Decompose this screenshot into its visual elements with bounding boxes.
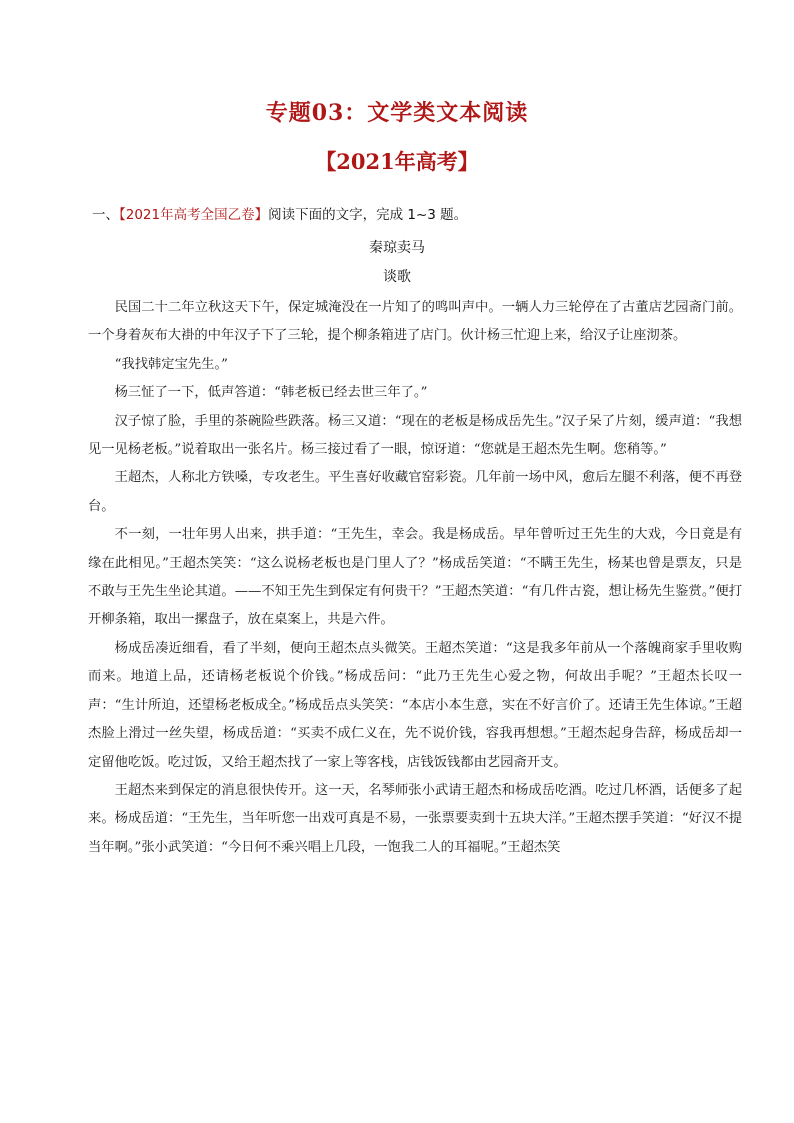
paragraph: 不一刻，一壮年男人出来，拱手道：“王先生，幸会。我是杨成岳。早年曾听过王先生的大戏，今日竟是有缘在此相见。”王超杰笑笑：“这么说杨老板也是门里人了？”杨成岳笑道：“不瞒王先生，杨某也曾是票友，只是不敢与王先生坐论其道。——不知王先生到保定有何贵干？”王超杰笑道：“有几件古瓷，想让杨先生鉴赏。”便打开柳条箱，取出一摞盘子，放在桌案上，共是六件。 [88, 527, 742, 628]
story-body [88, 294, 742, 862]
section-subtitle: 【2021年高考】 [315, 149, 479, 174]
paragraph: “我找韩定宝先生。” [114, 356, 228, 372]
question-line [92, 203, 742, 223]
paragraph: 汉子惊了脸，手里的茶碗险些跌落。杨三又道：“现在的老板是杨成岳先生。”汉子呆了片刻，缓声道：“我想见一见杨老板。”说着取出一张名片。杨三接过看了一眼，惊讶道：“您就是王超杰先生啊。您稍等。” [88, 413, 742, 458]
question-number: 一、 [92, 207, 119, 223]
question-source: 【2021年高考全国乙卷】 [119, 207, 269, 223]
paragraph: 王超杰，人称北方铁嗓，专攻老生。平生喜好收藏官窑彩瓷。几年前一场中风，愈后左腿不利落，便不再登台。 [88, 470, 742, 514]
paragraph: 杨成岳凑近细看，看了半刻，便向王超杰点头微笑。王超杰笑道：“这是我多年前从一个落魄商家手里收购而来。地道上品，还请杨老板说个价钱。”杨成岳问：“此乃王先生心爱之物，何故出手呢？”王超杰长叹一声：“生计所迫，还望杨老板成全。”杨成岳点头笑笑：“本店小本生意，实在不好言价了。还请王先生体谅。”王超杰脸上滑过一丝失望，杨成岳道：“买卖不成仁义在，先不说价钱，容我再想想。”王超杰起身告辞，杨成岳却一定留他吃饭。吃过饭，又给王超杰找了一家上等客栈，店钱饭钱都由艺园斋开支。 [88, 640, 742, 770]
story-author: 谈歌 [383, 269, 411, 285]
paragraph: 王超杰来到保定的消息很快传开。这一天，名琴师张小武请王超杰和杨成岳吃酒。吃过几杯酒，话便多了起来。杨成岳道：“王先生，当年听您一出戏可真是不易，一张票要卖到十五块大洋。”王超杰摆手笑道：“好汉不提当年啊。”张小武笑道：“今日何不乘兴唱上几段，一饱我二人的耳福呢。”王超杰笑 [88, 782, 742, 855]
paragraph: 民国二十二年立秋这天下午，保定城淹没在一片知了的鸣叫声中。一辆人力三轮停在了古董店艺园斋门前。一个身着灰布大褂的中年汉子下了三轮，提个柳条箱进了店门。伙计杨三忙迎上来，给汉子让座沏茶。 [88, 300, 742, 344]
question-instruction: 阅读下面的文字，完成 1~3 题。 [268, 207, 468, 223]
page-title: 专题03：文学类文本阅读 [265, 100, 529, 126]
paragraph: 杨三怔了一下，低声答道：“韩老板已经去世三年了。” [114, 385, 428, 401]
story-title: 秦琼卖马 [369, 240, 425, 256]
